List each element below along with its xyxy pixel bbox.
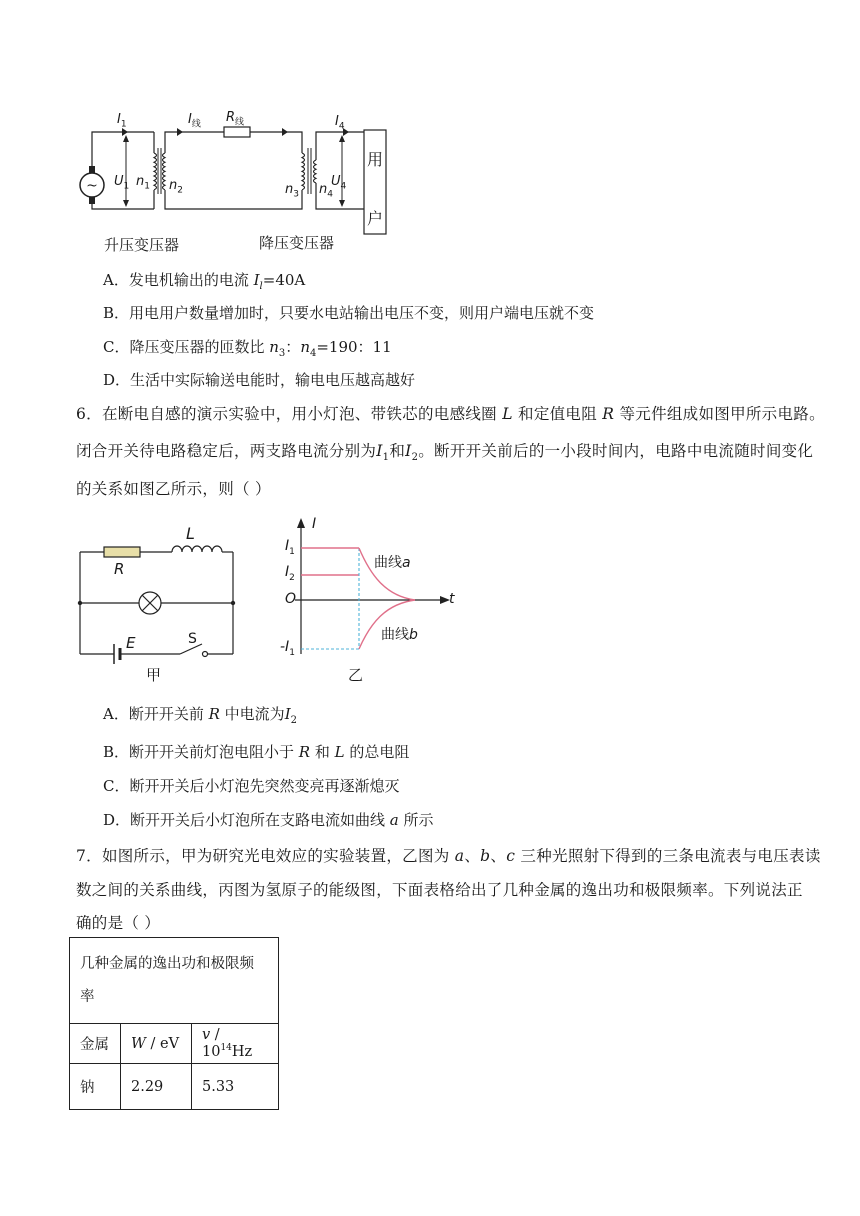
- caption-jia: 甲: [146, 666, 162, 684]
- svg-text:~: ~: [86, 178, 98, 194]
- label-user-top: 用: [367, 150, 384, 169]
- label-curve-b: 曲线b: [381, 627, 418, 643]
- table-row: [70, 1064, 279, 1110]
- label-n3: $n_3$: [285, 182, 299, 200]
- header-metal: 金属: [70, 1024, 121, 1064]
- q6-stem-line2: 闭合开关待电路稳定后，两支路电流分别为$I_1$和$I_2$。断开开关前后的一小段时间内，电路中电流随时间变化: [76, 442, 814, 464]
- q7-stem-line3: 确的是（ ）: [76, 914, 161, 932]
- inductor-L: [172, 546, 222, 552]
- q5-option-d: D．生活中实际输送电能时，输电电压越高越好: [103, 371, 416, 389]
- cell-threshold-frequency: 5.33: [192, 1064, 279, 1110]
- current-time-graph: [270, 514, 460, 664]
- label-n1: $n_1$: [136, 174, 150, 192]
- q6-option-d: D．断开开关后小灯泡所在支路电流如曲线 a 所示: [103, 811, 434, 829]
- header-work-function: W / eV: [121, 1024, 192, 1064]
- label-I-line: $I_线$: [188, 112, 201, 130]
- label-R-line: $R_线$: [226, 110, 245, 128]
- label-origin: O: [285, 591, 297, 607]
- q6-option-c: C．断开开关后小灯泡先突然变亮再逐渐熄灭: [103, 777, 400, 795]
- label-U4: $U_4$: [331, 174, 347, 192]
- q6-stem-line1: 6．在断电自感的演示实验中，用小灯泡、带铁芯的电感线圈 L 和定值电阻 R 等元件组成如图甲所示电路。: [76, 405, 825, 423]
- q6-option-b: B．断开开关前灯泡电阻小于 R 和 L 的总电阻: [103, 743, 410, 761]
- caption-yi: 乙: [348, 666, 364, 684]
- label-n2: $n_2$: [169, 178, 183, 196]
- label-U1: $U_1$: [114, 174, 130, 192]
- label-L: L: [186, 524, 195, 543]
- table-title: 几种金属的逸出功和极限频 率: [70, 938, 279, 1024]
- rl-circuit-figure: [76, 526, 246, 666]
- q6-option-a: A．断开开关前 R 中电流为$I_2$: [103, 705, 297, 726]
- label-neg-I1-tick: $-I_1$: [280, 639, 295, 658]
- label-user-bottom: 户: [367, 209, 384, 228]
- q5-option-c: C．降压变压器的匝数比 $n_3$：$n_4=190$：11: [103, 338, 392, 359]
- label-curve-a: 曲线a: [374, 555, 411, 571]
- metal-properties-table: [69, 937, 279, 1110]
- q5-option-b: B．用电用户数量增加时，只要水电站输出电压不变，则用户端电压就不变: [103, 304, 595, 322]
- label-n4: $n_4$: [319, 182, 333, 200]
- label-E: E: [126, 634, 136, 652]
- label-I4: $I_4$: [335, 114, 345, 132]
- label-I1-tick: $I_1$: [285, 538, 295, 557]
- q6-stem-line3: 的关系如图乙所示，则（ ）: [76, 480, 271, 498]
- label-R: R: [114, 560, 125, 578]
- label-S: S: [188, 631, 197, 647]
- label-I-axis: I: [312, 516, 317, 532]
- generator-symbol: [80, 166, 104, 204]
- label-I2-tick: $I_2$: [285, 564, 295, 583]
- q7-stem-line2: 数之间的关系曲线，丙图为氢原子的能级图，下面表格给出了几种金属的逸出功和极限频率。下列说法正: [76, 881, 803, 899]
- header-threshold-frequency: v / $10^{14}Hz$: [192, 1024, 279, 1064]
- label-step-down: 降压变压器: [259, 234, 335, 252]
- cell-work-function: 2.29: [121, 1064, 192, 1110]
- label-t-axis: t: [449, 591, 455, 607]
- line-resistor: [224, 127, 250, 137]
- label-step-up: 升压变压器: [104, 236, 180, 254]
- q7-stem-line1: 7．如图所示，甲为研究光电效应的实验装置，乙图为 a、b、c 三种光照射下得到的三条电流表与电压表读: [76, 847, 821, 865]
- resistor-R: [104, 547, 140, 557]
- label-I1: $I_1$: [117, 112, 127, 130]
- cell-metal: 钠: [70, 1064, 121, 1110]
- q5-option-a: A．发电机输出的电流 $I_l=40A$: [103, 271, 306, 292]
- table-header-row: [70, 1024, 279, 1064]
